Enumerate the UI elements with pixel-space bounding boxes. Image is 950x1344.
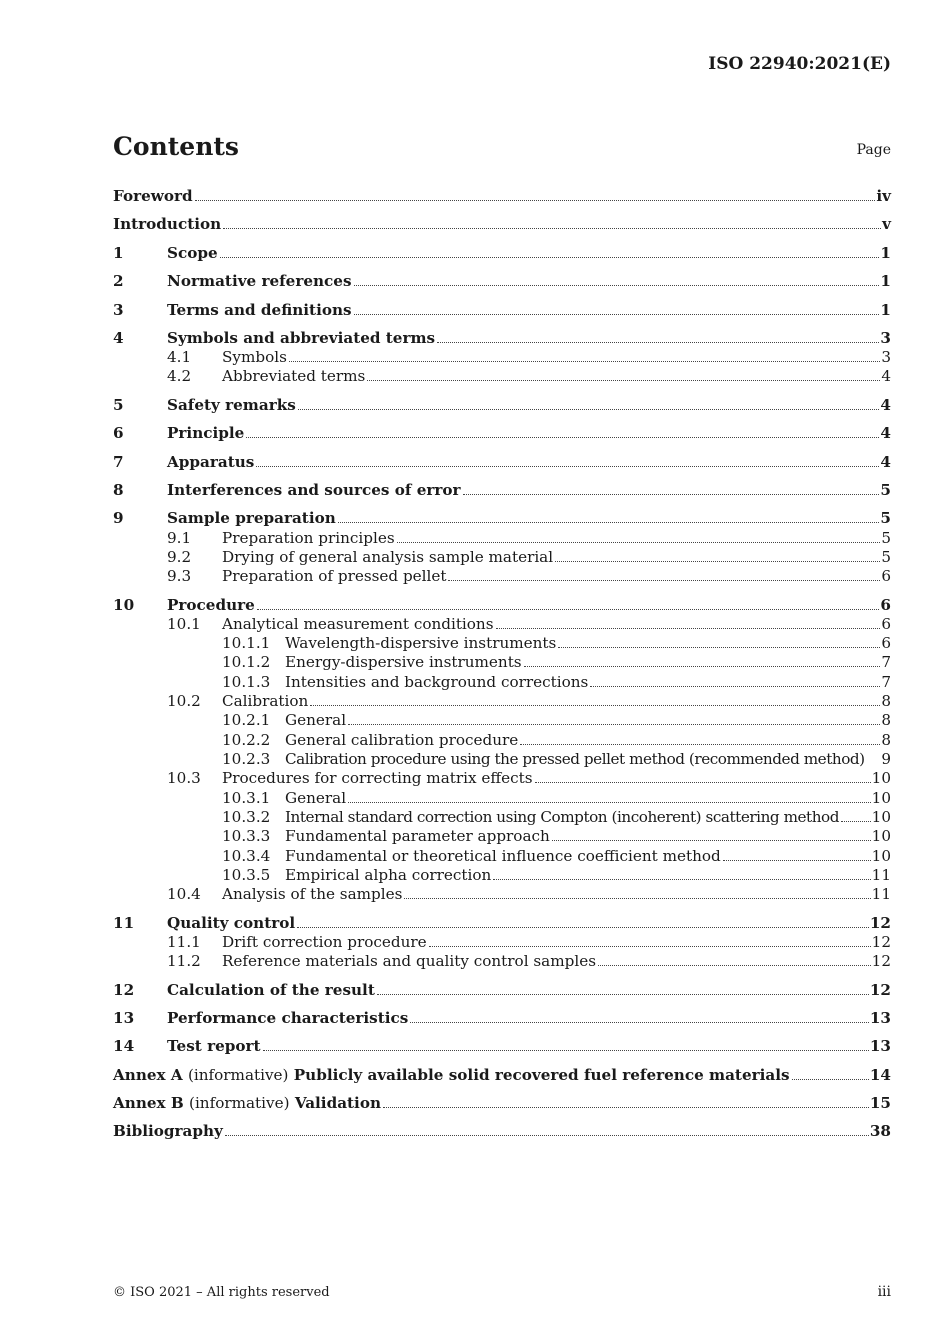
toc-entry-number: 11.2 [167, 952, 201, 970]
toc-entry-title: Drift correction procedure [222, 933, 427, 951]
toc-entry-number: 12 [113, 981, 135, 999]
leader-dots [463, 493, 880, 495]
toc-entry-number: 13 [113, 1009, 135, 1027]
toc-entry-title: Introduction [113, 215, 222, 233]
toc-entry-10-2-1[interactable] [222, 711, 891, 730]
toc-entry-title: Energy-dispersive instruments [285, 653, 522, 671]
toc-entry-title: Preparation of pressed pellet [222, 567, 447, 585]
toc-entry-title: Intensities and background corrections [285, 673, 589, 691]
toc-entry-title: Calibration [222, 692, 309, 710]
leader-dots [792, 1078, 869, 1080]
toc-entry-title: Scope [167, 244, 218, 262]
toc-entry-10-3-2[interactable] [222, 808, 891, 827]
leader-dots [256, 465, 879, 467]
annex-informative-tag: (informative) [189, 1094, 290, 1112]
toc-entry-10-2[interactable] [167, 692, 891, 711]
toc-entry-page: 10 [871, 789, 891, 807]
toc-entry-page: 5 [881, 529, 891, 547]
toc-entry-clause-3[interactable] [113, 301, 891, 320]
leader-dots [263, 1049, 869, 1051]
toc-entry-title: Procedures for correcting matrix effects [222, 769, 533, 787]
toc-entry-number: 9.1 [167, 529, 192, 547]
toc-entry-10-3-1[interactable] [222, 789, 891, 808]
leader-dots [496, 627, 881, 629]
toc-entry-number: 10.3.2 [222, 808, 271, 826]
toc-entry-clause-13[interactable] [113, 1009, 891, 1028]
toc-entry-page: 6 [881, 634, 891, 652]
toc-entry-title: Calibration procedure using the pressed pellet method (recommended method) [285, 750, 865, 768]
toc-entry-number: 1 [113, 244, 124, 262]
toc-entry-4-1[interactable] [167, 348, 891, 367]
toc-entry-number: 10.3.1 [222, 789, 271, 807]
leader-dots [354, 313, 880, 315]
toc-entry-clause-12[interactable] [113, 981, 891, 1000]
toc-entry-number: 3 [113, 301, 124, 319]
toc-entry-number: 8 [113, 481, 124, 499]
toc-entry-page: 8 [881, 692, 891, 710]
toc-entry-clause-14[interactable] [113, 1037, 891, 1056]
toc-entry-page: 12 [871, 933, 891, 951]
toc-entry-page: 8 [881, 711, 891, 729]
toc-entry-number: 10.3.4 [222, 847, 271, 865]
toc-entry-page: 11 [871, 866, 891, 884]
leader-dots [448, 579, 880, 581]
toc-entry-title: Interferences and sources of error [167, 481, 461, 499]
toc-entry-page: 10 [871, 769, 891, 787]
annex-label: Annex B [113, 1094, 184, 1112]
toc-entry-title: Reference materials and quality control samples [222, 952, 596, 970]
leader-dots [723, 859, 871, 861]
leader-dots [225, 1134, 869, 1136]
toc-entry-title: Terms and definitions [167, 301, 352, 319]
toc-entry-9-3[interactable] [167, 567, 891, 586]
toc-entry-page: 38 [869, 1122, 891, 1140]
toc-entry-number: 10.2 [167, 692, 201, 710]
toc-entry-title: Internal standard correction using Compton (incoherent) scattering method [285, 808, 840, 826]
contents-title: Contents [113, 132, 240, 161]
annex-label: Annex A [113, 1066, 183, 1084]
toc-entry-title: Symbols [222, 348, 287, 366]
leader-dots [555, 560, 880, 562]
toc-entry-page: 4 [880, 396, 891, 414]
toc-entry-number: 9.3 [167, 567, 192, 585]
toc-entry-number: 4.2 [167, 367, 192, 385]
toc-entry-page: 5 [880, 509, 891, 527]
toc-entry-introduction[interactable] [113, 215, 891, 234]
toc-entry-annex-a[interactable] [113, 1066, 891, 1085]
leader-dots [841, 820, 871, 822]
page-number: iii [877, 1284, 891, 1300]
toc-entry-page: 12 [869, 914, 891, 932]
toc-entry-10-2-3[interactable] [222, 750, 891, 769]
toc-entry-number: 10.1 [167, 615, 201, 633]
leader-dots [493, 878, 870, 880]
toc-entry-clause-4[interactable] [113, 329, 891, 348]
leader-dots [383, 1106, 869, 1108]
leader-dots [195, 199, 876, 201]
toc-entry-number: 10.1.1 [222, 634, 271, 652]
toc-entry-foreword[interactable] [113, 187, 891, 206]
toc-entry-4-2[interactable] [167, 367, 891, 386]
toc-entry-page: 10 [871, 847, 891, 865]
toc-entry-page: 5 [880, 481, 891, 499]
page-column-label: Page [856, 142, 891, 158]
toc-entry-bibliography[interactable] [113, 1122, 891, 1141]
toc-entry-title [113, 1094, 381, 1113]
toc-entry-title: Principle [167, 424, 245, 442]
toc-entry-page: 13 [869, 1037, 891, 1055]
toc-entry-title: Apparatus [167, 453, 255, 471]
toc-entry-title: Quality control [167, 914, 296, 932]
toc-entry-page: 12 [869, 981, 891, 999]
toc-entry-page: 8 [881, 731, 891, 749]
toc-entry-title: Fundamental parameter approach [285, 827, 550, 845]
leader-dots [524, 665, 881, 667]
toc-entry-page: 6 [880, 596, 891, 614]
toc-entry-page: 12 [871, 952, 891, 970]
toc-entry-10-3[interactable] [167, 769, 891, 788]
toc-entry-title: Safety remarks [167, 396, 296, 414]
toc-entry-10-1-1[interactable] [222, 634, 891, 653]
toc-entry-10-3-5[interactable] [222, 866, 891, 885]
toc-entry-page: 3 [881, 348, 891, 366]
toc-entry-page: 14 [869, 1066, 891, 1084]
leader-dots [397, 541, 881, 543]
toc-entry-title: Sample preparation [167, 509, 336, 527]
toc-entry-number: 4 [113, 329, 124, 347]
toc-entry-page: 6 [881, 567, 891, 585]
leader-dots [377, 993, 869, 995]
toc-entry-page: iv [876, 187, 891, 205]
toc-entry-page: 4 [880, 424, 891, 442]
toc-entry-title: Foreword [113, 187, 193, 205]
toc-entry-title [113, 1066, 790, 1085]
toc-entry-page: 1 [880, 272, 891, 290]
toc-entry-clause-10[interactable] [113, 596, 891, 615]
annex-title: Publicly available solid recovered fuel reference materials [293, 1066, 790, 1084]
toc-entry-page: 1 [880, 244, 891, 262]
toc-entry-11-1[interactable] [167, 933, 891, 952]
leader-dots [410, 1021, 869, 1023]
toc-entry-title: Abbreviated terms [222, 367, 366, 385]
toc-entry-10-2-2[interactable] [222, 731, 891, 750]
toc-entry-title: Test report [167, 1037, 261, 1055]
toc-entry-number: 10.2.1 [222, 711, 271, 729]
leader-dots [535, 781, 871, 783]
toc-entry-clause-5[interactable] [113, 396, 891, 415]
toc-entry-page: 3 [880, 329, 891, 347]
toc-entry-page: 7 [881, 653, 891, 671]
toc-entry-page: v [882, 215, 891, 233]
leader-dots [404, 897, 870, 899]
document-id: ISO 22940:2021(E) [708, 54, 891, 74]
copyright-notice: © ISO 2021 – All rights reserved [113, 1285, 330, 1300]
toc-entry-number: 10.1.3 [222, 673, 271, 691]
toc-entry-10-3-3[interactable] [222, 827, 891, 846]
toc-entry-title: Performance characteristics [167, 1009, 409, 1027]
toc-entry-number: 7 [113, 453, 124, 471]
leader-dots [367, 379, 880, 381]
leader-dots [289, 360, 880, 362]
toc-entry-number: 11.1 [167, 933, 201, 951]
toc-entry-number: 14 [113, 1037, 135, 1055]
toc-entry-10-4[interactable] [167, 885, 891, 904]
toc-entry-number: 2 [113, 272, 124, 290]
toc-entry-10-1-3[interactable] [222, 673, 891, 692]
toc-entry-clause-7[interactable] [113, 453, 891, 472]
toc-entry-clause-6[interactable] [113, 424, 891, 443]
toc-entry-title: General [285, 711, 347, 729]
toc-entry-title: Calculation of the result [167, 981, 375, 999]
leader-dots [429, 945, 871, 947]
toc-entry-number: 9.2 [167, 548, 192, 566]
leader-dots [257, 608, 880, 610]
leader-dots [348, 801, 871, 803]
toc-entry-9-2[interactable] [167, 548, 891, 567]
toc-entry-10-1[interactable] [167, 615, 891, 634]
toc-entry-page: 15 [869, 1094, 891, 1112]
toc-entry-title: Empirical alpha correction [285, 866, 492, 884]
toc-entry-page: 1 [880, 301, 891, 319]
toc-entry-page: 9 [881, 750, 891, 768]
toc-entry-clause-8[interactable] [113, 481, 891, 500]
toc-entry-10-1-2[interactable] [222, 653, 891, 672]
toc-entry-number: 10.1.2 [222, 653, 271, 671]
toc-entry-number: 5 [113, 396, 124, 414]
toc-entry-annex-b[interactable] [113, 1094, 891, 1113]
toc-entry-number: 10.2.2 [222, 731, 271, 749]
leader-dots [297, 926, 869, 928]
toc-entry-number: 4.1 [167, 348, 192, 366]
leader-dots [246, 436, 879, 438]
toc-entry-title: General calibration procedure [285, 731, 519, 749]
leader-dots [590, 685, 880, 687]
toc-entry-11-2[interactable] [167, 952, 891, 971]
leader-dots [223, 227, 881, 229]
toc-entry-number: 9 [113, 509, 124, 527]
toc-entry-number: 10.3.3 [222, 827, 271, 845]
toc-entry-page: 4 [881, 367, 891, 385]
toc-entry-10-3-4[interactable] [222, 847, 891, 866]
annex-title: Validation [294, 1094, 381, 1112]
toc-entry-title: Analytical measurement conditions [222, 615, 494, 633]
toc-entry-title: Symbols and abbreviated terms [167, 329, 436, 347]
toc-entry-number: 6 [113, 424, 124, 442]
toc-entry-clause-11[interactable] [113, 914, 891, 933]
leader-dots [437, 341, 879, 343]
toc-entry-title: Wavelength-dispersive instruments [285, 634, 557, 652]
toc-entry-title: Normative references [167, 272, 352, 290]
leader-dots [354, 284, 880, 286]
toc-entry-number: 10.4 [167, 885, 201, 903]
toc-entry-page: 5 [881, 548, 891, 566]
toc-entry-page: 11 [871, 885, 891, 903]
toc-entry-page: 7 [881, 673, 891, 691]
toc-entry-clause-2[interactable] [113, 272, 891, 291]
toc-entry-number: 10.3.5 [222, 866, 271, 884]
toc-entry-number: 10.2.3 [222, 750, 271, 768]
toc-entry-clause-1[interactable] [113, 244, 891, 263]
toc-entry-title: Procedure [167, 596, 255, 614]
toc-entry-page: 13 [869, 1009, 891, 1027]
leader-dots [298, 408, 880, 410]
leader-dots [348, 723, 880, 725]
toc-entry-9-1[interactable] [167, 529, 891, 548]
leader-dots [552, 839, 871, 841]
annex-informative-tag: (informative) [187, 1066, 289, 1084]
leader-dots [520, 743, 880, 745]
toc-entry-title: Drying of general analysis sample material [222, 548, 554, 566]
toc-entry-title: Fundamental or theoretical influence coefficient method [285, 847, 721, 865]
toc-entry-page: 4 [880, 453, 891, 471]
toc-entry-number: 10.3 [167, 769, 201, 787]
toc-entry-number: 11 [113, 914, 135, 932]
toc-entry-page: 10 [871, 827, 891, 845]
toc-entry-title: Analysis of the samples [222, 885, 403, 903]
leader-dots [558, 646, 880, 648]
toc-entry-page: 6 [881, 615, 891, 633]
toc-entry-title: Preparation principles [222, 529, 395, 547]
leader-dots [338, 521, 880, 523]
leader-dots [598, 964, 871, 966]
leader-dots [220, 256, 880, 258]
toc-entry-page: 10 [871, 808, 891, 826]
toc-entry-title: Bibliography [113, 1122, 223, 1140]
leader-dots [310, 704, 880, 706]
toc-entry-clause-9[interactable] [113, 509, 891, 528]
toc-entry-title: General [285, 789, 347, 807]
toc-entry-number: 10 [113, 596, 135, 614]
